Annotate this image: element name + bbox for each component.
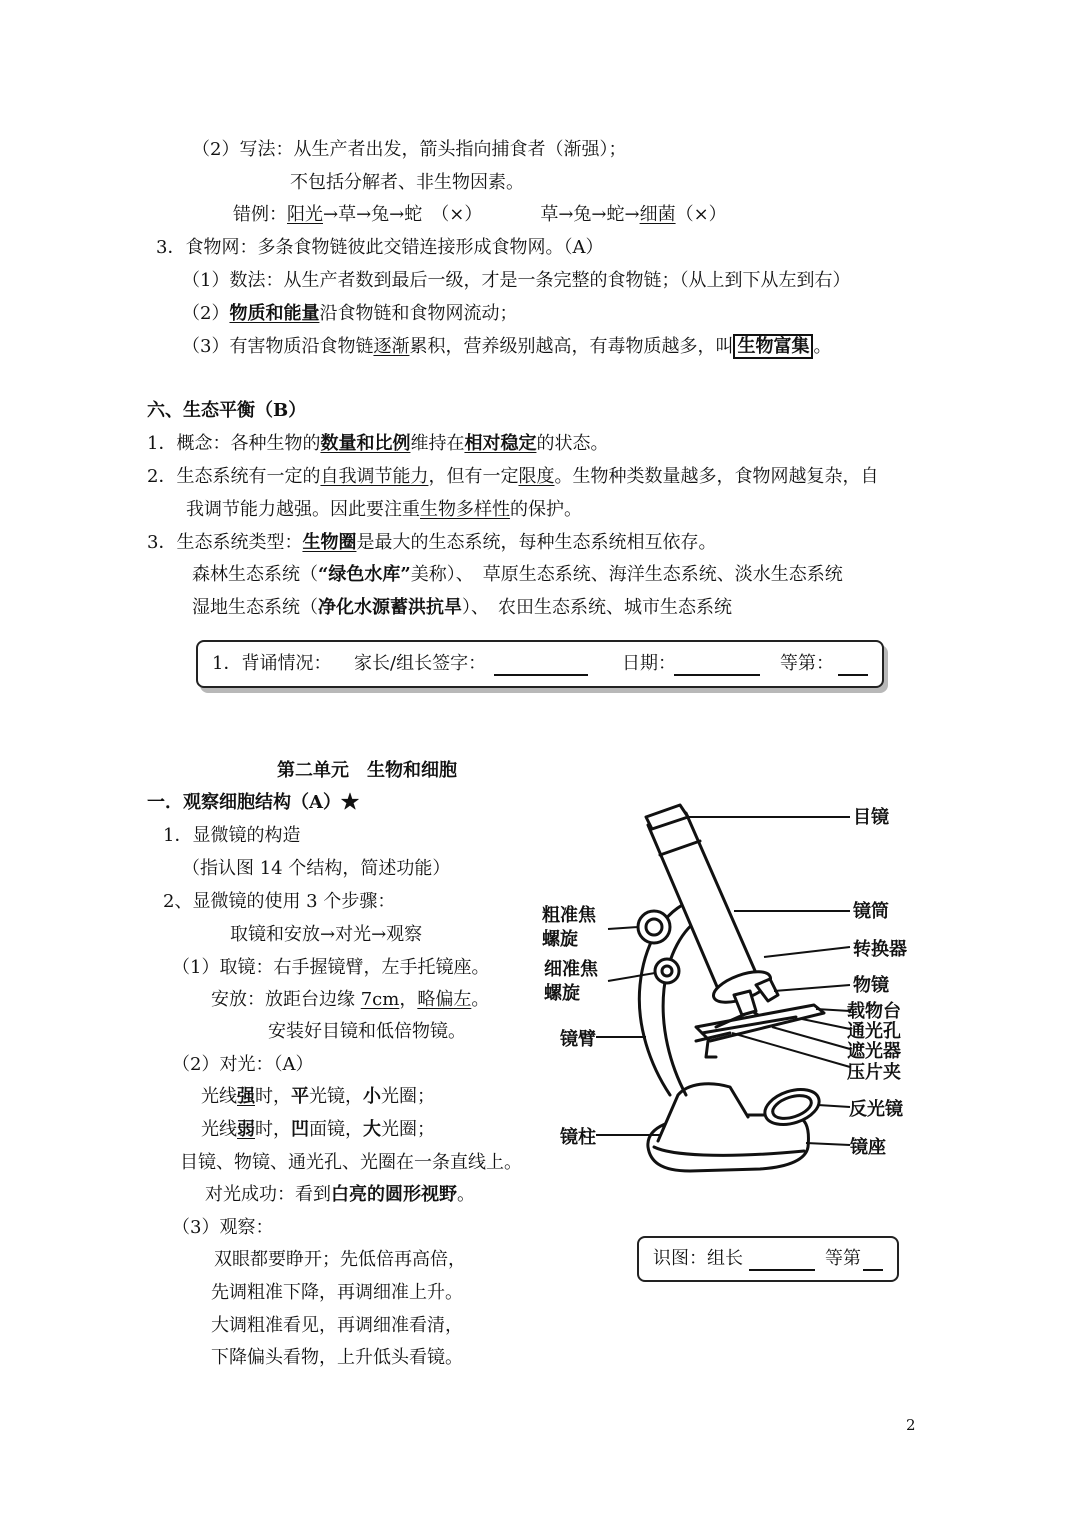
- label-aperture: 通光孔: [847, 1021, 901, 1042]
- diagram-recognition-box: [637, 1236, 899, 1282]
- microscope-steps: 取镜和安放→对光→观察: [230, 924, 423, 945]
- balance-types-wetland: 湿地生态系统（净化水源蓄洪抗旱）、 农田生态系统、城市生态系统: [192, 597, 732, 618]
- weak-light: 光线弱时，凹面镜，大光圈；: [201, 1119, 435, 1140]
- microscope-usage: 2、显微镜的使用 3 个步骤：: [163, 891, 396, 912]
- recitation-label: 1．背诵情况：: [212, 653, 332, 674]
- install-lens: 安装好目镜和低倍物镜。: [268, 1021, 466, 1042]
- microscope-structure-note: （指认图 14 个结构，简述功能）: [182, 858, 451, 879]
- balance-concept: 1．概念：各种生物的数量和比例维持在相对稳定的状态。: [147, 433, 609, 454]
- food-chain-writing: （2）写法：从生产者出发，箭头指向捕食者（渐强）；: [192, 139, 627, 160]
- section-heading-balance: 六、生态平衡（B）: [147, 400, 307, 421]
- label-objective: 物镜: [853, 975, 889, 996]
- optical-alignment: 目镜、物镜、通光孔、光圈在一条直线上。: [180, 1152, 522, 1173]
- unit-title: 第二单元 生物和细胞: [277, 760, 457, 781]
- recognition-grade-field[interactable]: [863, 1251, 883, 1271]
- strong-light: 光线强时，平光镜，小光圈；: [201, 1086, 435, 1107]
- balance-types: 3．生态系统类型：生物圈是最大的生态系统，每种生态系统相互依存。: [147, 532, 717, 553]
- label-arm: 镜臂: [560, 1029, 596, 1050]
- balance-regulation: 2．生态系统有一定的自我调节能力，但有一定限度。生物种类数量越多，食物网越复杂，自: [147, 466, 879, 487]
- recognition-label: 识图：组长: [653, 1248, 743, 1269]
- grade-label: 等第：: [780, 653, 834, 674]
- label-pillar: 镜柱: [560, 1127, 596, 1148]
- recognition-grade-label: 等第: [825, 1248, 861, 1269]
- food-web-point-1: （1）数法：从生产者数到最后一级，才是一条完整的食物链；（从上到下从左到右）: [182, 270, 851, 291]
- focus-light-title: （2）对光：（A）: [172, 1054, 314, 1075]
- observe-rule-3: 大调粗准看见，再调细准看清，: [211, 1315, 463, 1336]
- label-tube: 镜筒: [853, 901, 889, 922]
- observe-rule-1: 双眼都要睁开；先低倍再高倍，: [214, 1249, 466, 1270]
- observe-rule-2: 先调粗准下降，再调细准上升。: [211, 1282, 463, 1303]
- label-nosepiece: 转换器: [853, 939, 907, 960]
- observe-title: （3）观察：: [172, 1217, 274, 1238]
- take-microscope: （1）取镜：右手握镜臂，左手托镜座。: [172, 957, 490, 978]
- place-microscope: 安放：放距台边缘 7cm，略偏左。: [211, 989, 490, 1010]
- parent-signature-label: 家长/组长签字：: [354, 653, 487, 674]
- label-fine-focus-1: 细准焦: [544, 959, 598, 980]
- recitation-record-box: [196, 640, 884, 688]
- food-chain-exclude: 不包括分解者、非生物因素。: [290, 172, 524, 193]
- observe-rule-4: 下降偏头看物，上升低头看镜。: [211, 1347, 463, 1368]
- label-base: 镜座: [850, 1137, 886, 1158]
- date-field[interactable]: [674, 656, 760, 676]
- food-chain-wrong-examples: 错例：阳光→草→兔→蛇 （×） 草→兔→蛇→细菌（×）: [233, 204, 727, 225]
- balance-regulation-line2: 我调节能力越强。因此要注重生物多样性的保护。: [186, 499, 582, 520]
- label-stage: 载物台: [847, 1001, 901, 1022]
- food-web-point-2: （2）物质和能量沿食物链和食物网流动；: [182, 303, 518, 324]
- light-success: 对光成功：看到白亮的圆形视野。: [205, 1184, 475, 1205]
- label-diaphragm: 遮光器: [847, 1041, 901, 1062]
- label-fine-focus-2: 螺旋: [544, 983, 580, 1004]
- label-mirror: 反光镜: [849, 1099, 903, 1120]
- microscope-structure: 1．显微镜的构造: [163, 825, 301, 846]
- section-heading-cell: 一．观察细胞结构（A）★: [147, 792, 359, 813]
- food-web-point-3: （3）有害物质沿食物链逐渐累积，营养级别越高，有毒物质越多，叫 生物富集 。: [182, 336, 832, 357]
- page-number: 2: [906, 1416, 916, 1434]
- food-web-title: 3．食物网：多条食物链彼此交错连接形成食物网。（A）: [156, 237, 604, 258]
- balance-types-forest: 森林生态系统（“绿色水库”美称）、 草原生态系统、海洋生态系统、淡水生态系统: [192, 564, 843, 585]
- parent-signature-field[interactable]: [494, 656, 588, 676]
- leader-signature-field[interactable]: [749, 1251, 815, 1271]
- date-label: 日期：: [622, 653, 676, 674]
- label-eyepiece: 目镜: [853, 807, 889, 828]
- microscope-diagram: [520, 795, 910, 1190]
- label-coarse-focus-1: 粗准焦: [542, 905, 596, 926]
- label-clip: 压片夹: [847, 1062, 901, 1083]
- grade-field[interactable]: [838, 656, 868, 676]
- label-coarse-focus-2: 螺旋: [542, 929, 578, 950]
